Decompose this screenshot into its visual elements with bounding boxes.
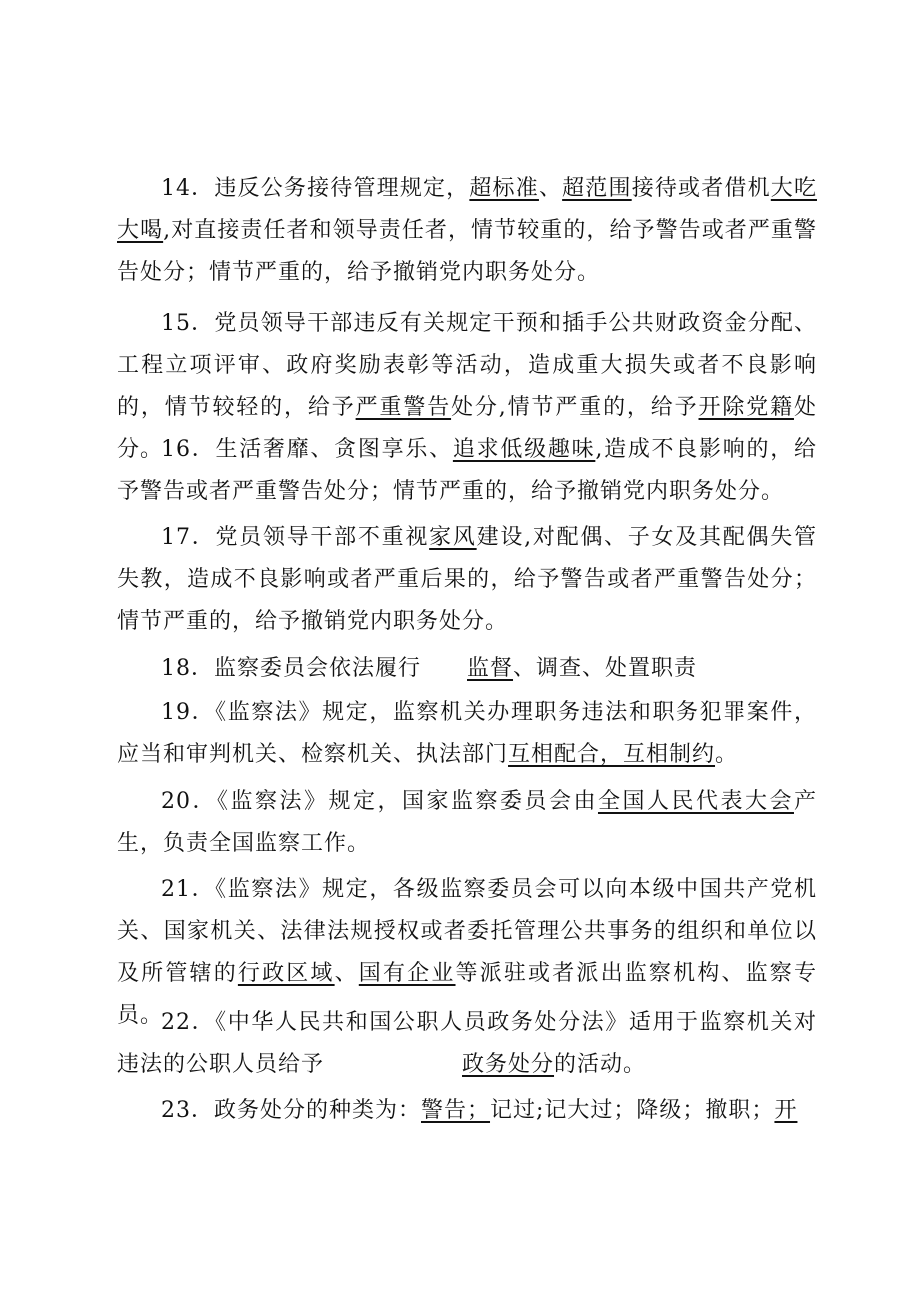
answer-underlined: 监督 bbox=[467, 656, 514, 681]
answer-underlined: 开除党籍 bbox=[698, 395, 794, 420]
item-14: 14．违反公务接待管理规定，超标准、超范围接待或者借机大吃大喝,对直接责任者和领导责任者，情节较重的，给予警告或者严重警告处分；情节严重的，给予撤销党内职务处分。 bbox=[117, 176, 817, 285]
answer-underlined: 大吃大喝 bbox=[117, 176, 817, 243]
item-15: 15．党员领导干部违反有关规定干预和插手公共财政资金分配、工程立项评审、政府奖励表彰等活动，造成重大损失或者不良影响的，情节较轻的，给予严重警告处分,情节严重的，给予开除党籍处分。 bbox=[117, 311, 817, 462]
item-21: 21．《监察法》规定，各级监察委员会可以向本级中国共产党机关、国家机关、法律法规授权或者委托管理公共事务的组织和单位以及所管辖的行政区域、国有企业等派驻或者派出监察机构、监察专员。 bbox=[117, 877, 817, 1028]
answer-underlined: 行政区域 bbox=[237, 961, 335, 986]
answer-underlined: 超范围 bbox=[562, 176, 632, 201]
item-18: 18．监察委员会依法履行 监督、调查、处置职责 bbox=[161, 656, 698, 681]
item-22: 22．《中华人民共和国公职人员政务处分法》适用于监察机关对违法的公职人员给予 政务处分的活动。 bbox=[117, 1010, 817, 1077]
answer-underlined: 互相配合，互相制约 bbox=[508, 742, 716, 767]
item-17: 17．党员领导干部不重视家风建设,对配偶、子女及其配偶失管失教，造成不良影响或者严重后果的，给予警告或者严重警告处分；情节严重的，给予撤销党内职务处分。 bbox=[117, 525, 817, 634]
answer-underlined: 政务处分 bbox=[462, 1052, 555, 1077]
answer-underlined: 警告； bbox=[421, 1098, 491, 1123]
answer-underlined: 严重警告 bbox=[355, 395, 452, 420]
item-19: 19．《监察法》规定，监察机关办理职务违法和职务犯罪案件，应当和审判机关、检察机关、执法部门互相配合，互相制约。 bbox=[117, 700, 817, 767]
item-16: 16．生活奢靡、贪图享乐、追求低级趣味,造成不良影响的，给予警告或者严重警告处分；情节严重的，给予撤销党内职务处分。 bbox=[117, 437, 817, 504]
answer-underlined: 追求低级趣味 bbox=[452, 437, 596, 462]
answer-underlined: 国有企业 bbox=[358, 961, 456, 986]
item-20: 20．《监察法》规定，国家监察委员会由全国人民代表大会产生，负责全国监察工作。 bbox=[117, 789, 817, 856]
answer-underlined: 超标准 bbox=[469, 176, 539, 201]
answer-underlined: 全国人民代表大会 bbox=[597, 789, 794, 814]
answer-underlined: 开 bbox=[774, 1098, 798, 1123]
item-23: 23．政务处分的种类为：警告；记过;记大过；降级；撤职；开 bbox=[161, 1098, 798, 1123]
answer-underlined: 家风 bbox=[429, 525, 477, 550]
